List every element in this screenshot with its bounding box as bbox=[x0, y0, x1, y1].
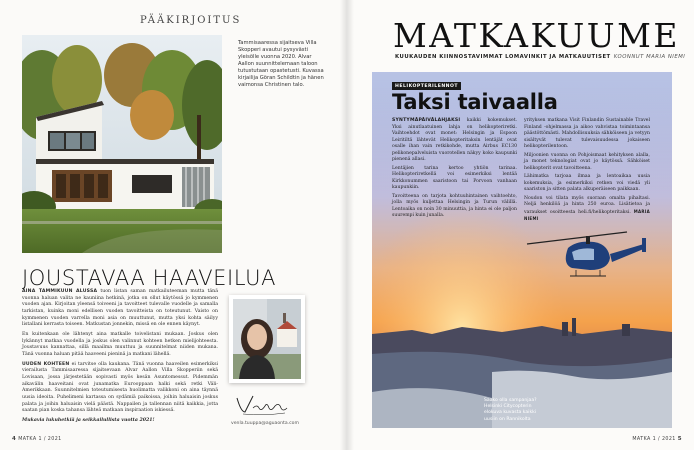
col2-paragraph-2: Miljoonien vuonna on Pohjoismaat kehityksen alalla, ja monet teknologiat ovat jo käytössä. Sähköiset helikopterit ovat tavoitteena. bbox=[524, 152, 650, 171]
editorial-paragraph-2: En kuitenkaan ole lähtenyt aina matkalle toivelistani mukaan. Joskus olen lykännyt matkaa vuodella ja joskus olen valinnut kohteen hetken mielijohteesta. Joustavuus kannattaa, sillä maailma muuttuu ja suunnitelmat niiden mukana. Tänä vuonna haluan pitää haaveeni pieninä ja matkani lähellä. bbox=[22, 332, 218, 358]
article-column-2 bbox=[524, 118, 650, 226]
col2-paragraph-3: Lähimatka tarjoaa ilmaa ja lentoaikaa uusia kokemuksia, ja esimerkiksi retken voi viedä yli saariston ja sitten palata alkuperäiseen paikkaan. bbox=[524, 174, 650, 193]
sunset-photo-caption: Saako olla sampanjaa? Helsinki Citycopterin elokuva kuvasta kaikki uusiin on Rannikolta bbox=[484, 398, 537, 422]
editorial-paragraph-1: AINA TAMMIKUUN ALUSSA tuon listan saman matkailuteeman mutta tänä vuonna haluan valita ne kauniina hetkinä, jotka on ollut käytössä jo kymmenen vuoden ajan. Kirjoitan yleensä toiveeni ja tavoitteet tulevalle vuodelle ja samalla tarkistan, kuinka moni edellisen vuoden tavoitteista on toteutunut. Vaisto on kymmenen vuoden varrella moni asia on muuttunut, mutta yksi kohta säilyy listallani kerrasta toiseen. Matkustan jonnekin, missä en ole ennen käynyt. bbox=[22, 289, 219, 328]
section-subhead: KUUKAUDEN KIINNOSTAVIMMAT LOMAVINKIT JA MATKAUUTISET KOONNUT MARIA NIEMI bbox=[395, 54, 686, 60]
house-photo-caption: Tammisaaressa sijaitseva Villa Skopperi avautui pysyvästi yleisölle vuonna 2020. Alvar Aallon suunnittelemaan taloon tutustutaan opastetusti. Kuvassa kirjailija Göran Schildtin ja hänen vaimonsa Christinen talo. bbox=[238, 40, 324, 89]
byline: KOONNUT MARIA NIEMI bbox=[613, 54, 686, 60]
article-column-1 bbox=[392, 118, 517, 222]
editorial-headline: JOUSTAVAA HAAVEILUA bbox=[22, 266, 277, 290]
left-folio: 4 MATKA 1 / 2021 bbox=[12, 436, 62, 442]
article-signature: MARIA NIEMI bbox=[524, 208, 650, 222]
section-masthead: MATKAKUUME bbox=[393, 16, 680, 55]
page-gutter bbox=[340, 0, 354, 450]
section-label: PÄÄKIRJOITUS bbox=[140, 15, 242, 26]
col1-paragraph-3: Tavoitteena on tarjota kohtuuhintainen vaihtoehto, jolla myös kuljettaa Helsingin ja Turun välillä. Lentoaika on noin 30 minuuttia, ja hinta ei ole paljon suurempi kuin junalla. bbox=[392, 193, 517, 219]
col1-paragraph-1: SYNTYMÄPÄIVÄLAHJAKSI kaikki kokemukset. Yksi ainutlaatuinen lahja on helikopteriretki. Vaihtoehdot ovat monet: Helsingin ja Espoon Leiritiltä lähtevät Helikopteritaksin lentäjät ovat osalle ihan vain retkikohde, mutta Airbus EC130 pelikonepalveluista vuorotellen näkyy koko kaupunki pienenä allasi. bbox=[392, 118, 517, 163]
article-kicker: HELIKOPTERILENNOT bbox=[392, 82, 461, 90]
col2-paragraph-4: Noudon voi tilata myös suoraan omalta pihaltasi. Neljä henkilöä ja hinta 250 euroa. Lisätietoa ja varaukset osoitteesta heli.fi/helikopteritaksi. MARIA NIEMI bbox=[524, 195, 650, 222]
editor-portrait bbox=[229, 295, 305, 383]
signature-icon bbox=[233, 392, 293, 418]
col1-paragraph-2: Lentäjien tarina kertoo yhtiön tarinaa. Helikopteriretkellä voi esimerkiksi lentää Kirkkonummen saaristoon tai Porvoon vanhaan kaupunkiin. bbox=[392, 165, 517, 191]
col2-paragraph-1: yrityksen matkana Visit Finlandin Sustainable Travel Finland -ohjelmassa ja aikoo vahvistaa toimintaansa päästöttömästi. Mahdollisuuksia sähköiseen ja vetyyn sisältyvät tulevat tulevaisuudessa jokaiseen helikopterilentoon. bbox=[524, 118, 650, 150]
article-title: Taksi taivaalla bbox=[392, 90, 558, 114]
right-page bbox=[347, 0, 694, 450]
feature-article bbox=[372, 72, 672, 428]
editorial-body bbox=[22, 289, 218, 428]
house-photo bbox=[22, 35, 222, 253]
editorial-closing-line: Mukavia lukuhetkiä ja seikkailullista vuotta 2021! bbox=[22, 418, 155, 424]
right-folio: MATKA 1 / 2021 5 bbox=[632, 436, 682, 442]
editorial-paragraph-3: UUDEN KOHTEEN ei tarvitse olla kaukana. Tänä vuonna haaveilen esimerkiksi vierailusta Tammisaaressa sijaitsevaan Alvar Aallon Villa Skopperiin sekä Lovisaan, jossa järjestetään sopivasti myös kesän Asuntomessut. Pidemmän aikavälin haaveitani ovat junamatka Eurooppaan halki sekä retki Väli-Amerikkaan. Suunnitelmien toteutumisesta huolimatta valikkoni on aina täynnä uusia ideoita. Puhelimeni kartassa on sydämiä paikoissa, joihin haluaisin joskus palata ja joihin haluaisin vielä päästä. Nappailen ja tallennan niitä kaikkia, jotta saatan pian koska tahansa lähteä matkaan inspiraation iskiessä. bbox=[22, 361, 219, 414]
editor-email[interactable]: venla.tuuppa@aguaonta.com bbox=[231, 421, 299, 426]
